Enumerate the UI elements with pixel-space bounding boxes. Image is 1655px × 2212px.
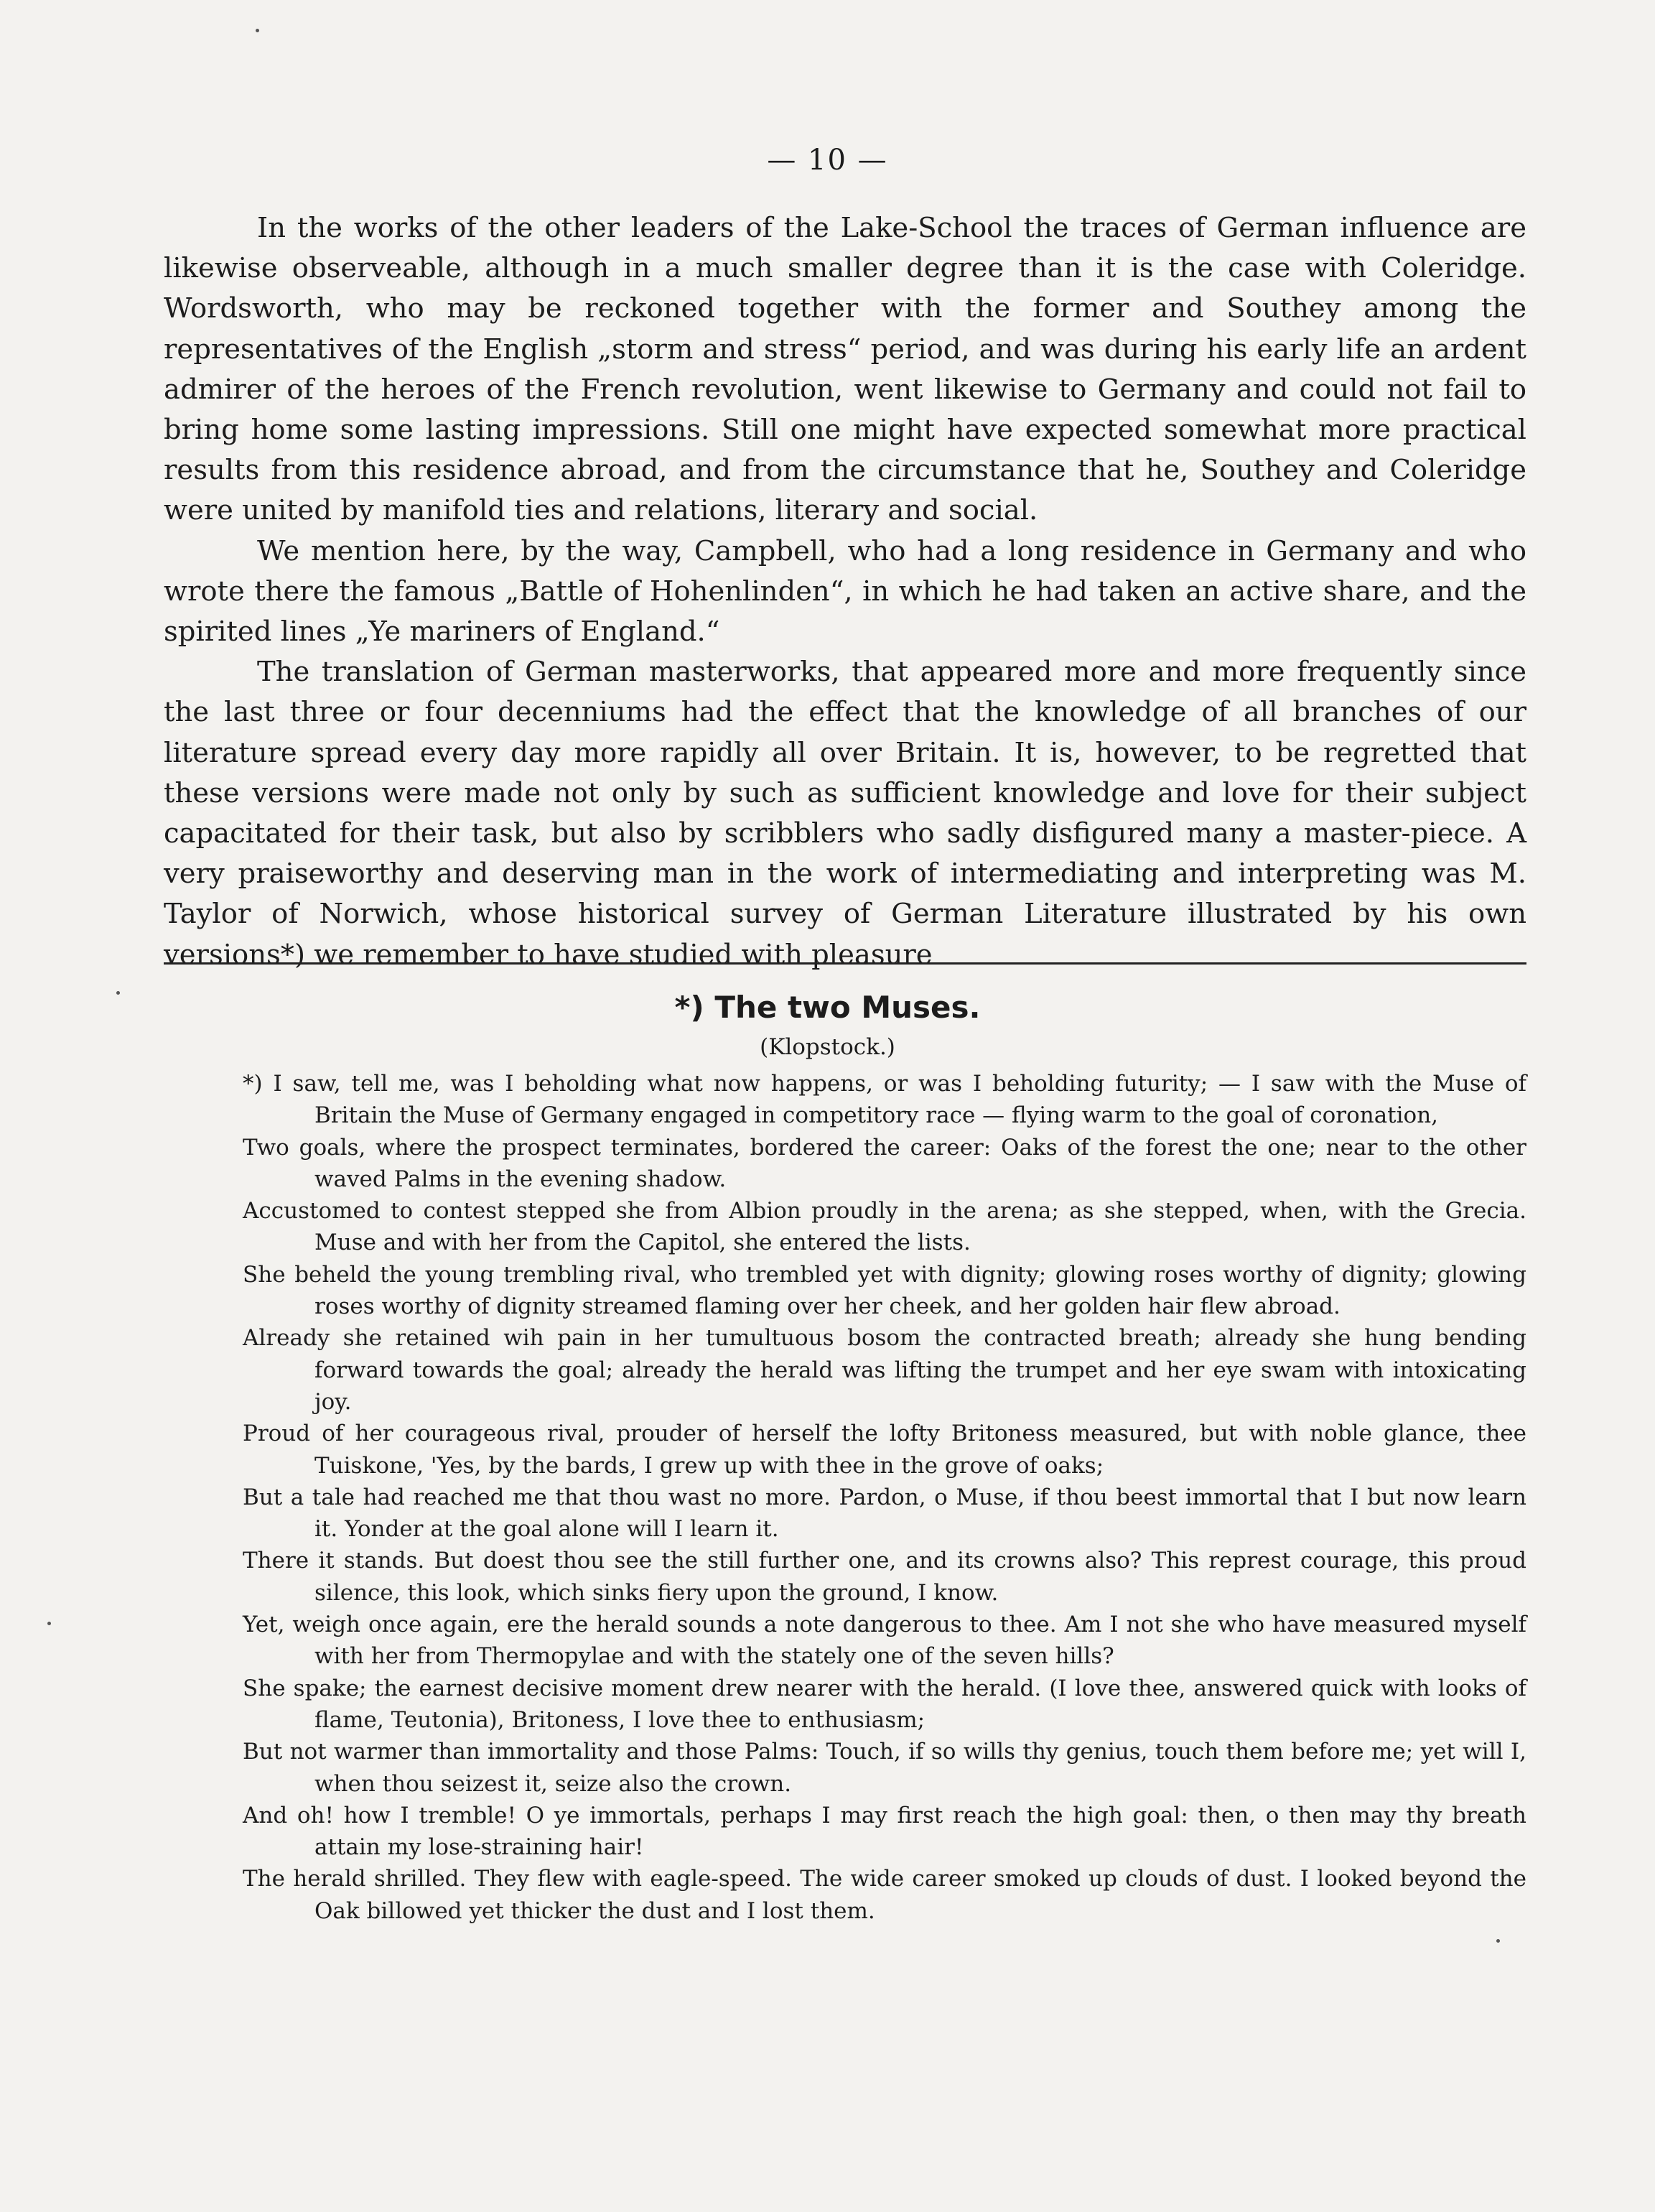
poem-stanza: There it stands. But doest thou see the still further one, and its crowns also? This represt courage, this proud silence, this look, which sinks fiery upon the ground, I know. [243,1548,1526,1606]
poem-stanza: She beheld the young trembling rival, who trembled yet with dignity; glowing roses worthy of dignity; glowing roses worthy of dignity streamed flaming over her cheek, and her golden hair flew abroad. [243,1261,1526,1320]
poem-stanza: But not warmer than immortality and those Palms: Touch, if so wills thy genius, touch them before me; yet will I, when thou seizest it, seize also the crown. [243,1739,1526,1797]
paper-speck [256,29,259,32]
poem-stanza: Proud of her courageous rival, prouder of herself the lofty Britoness measured, but with noble glance, thee Tuiskone, 'Yes, by the bards, I grew up with thee in the grove of oaks; [243,1421,1526,1479]
paragraph: In the works of the other leaders of the Lake-School the traces of German influence are likewise observeable, although in a much smaller degree than it is the case with Coleridge. Wordsworth, who may be reckoned together with the former and Southey among the representatives of the English „storm and stress“ period, and was during his early life an ardent admirer of the heroes of the French revolution, went likewise to Germany and could not fail to bring home some lasting impressions. Still one might have expected somewhat more practical results from this residence abroad, and from the circumstance that he, Southey and Coleridge were united by manifold ties and relations, literary and social. [164,212,1526,527]
footnote-poem [243,1068,1526,1927]
poem-stanza: *) I saw, tell me, was I beholding what now happens, or was I beholding futurity; — I saw with the Muse of Britain the Muse of Germany engaged in competitory race — flying warm to the goal of coronation, [243,1071,1526,1129]
paper-speck [1496,1939,1500,1943]
poem-stanza: Two goals, where the prospect terminates, bordered the career: Oaks of the forest the one; near to the other waved Palms in the evening shadow. [243,1134,1526,1192]
poem-stanza: Accustomed to contest stepped she from Albion proudly in the arena; as she stepped, when, with the Grecia. Muse and with her from the Capitol, she entered the lists. [243,1198,1526,1256]
paper-speck [47,1622,51,1625]
footnote-subtitle: (Klopstock.) [760,1034,895,1060]
poem-stanza: But a tale had reached me that thou wast no more. Pardon, o Muse, if thou beest immortal that I but now learn it. Yonder at the goal alone will I learn it. [243,1484,1526,1543]
body-text [164,208,1526,975]
footnote-divider [164,962,1526,965]
poem-stanza: Yet, weigh once again, ere the herald sounds a note dangerous to thee. Am I not she who have measured myself with her from Thermopylae and with the stately one of the seven hills? [243,1612,1526,1670]
paragraph: The translation of German masterworks, that appeared more and more frequently since the last three or four decenniums had the effect that the knowledge of all branches of our literature spread every day more rapidly all over Britain. It is, however, to be regretted that these versions were made not only by such as sufficient knowledge and love for their subject capacitated for their task, but also by scribblers who sadly disfigured many a master-piece. A very praiseworthy and deserving man in the work of intermediating and interpreting was M. Taylor of Norwich, whose historical survey of German Literature illustrated by his own versions*) we remember to have studied with pleasure [164,656,1526,971]
poem-stanza: And oh! how I tremble! O ye immortals, perhaps I may first reach the high goal: then, o then may thy breath attain my lose-straining hair! [243,1802,1526,1861]
page-number: — 10 — [767,144,888,177]
paragraph: We mention here, by the way, Campbell, who had a long residence in Germany and who wrote there the famous „Battle of Hohenlinden“, in which he had taken an active share, and the spirited lines „Ye mariners of England.“ [164,534,1526,649]
poem-stanza: The herald shrilled. They flew with eagle-speed. The wide career smoked up clouds of dust. I looked beyond the Oak billowed yet thicker the dust and I lost them. [243,1866,1526,1924]
footnote-title: *) The two Muses. [674,990,981,1025]
poem-stanza: She spake; the earnest decisive moment drew nearer with the herald. (I love thee, answered quick with looks of flame, Teutonia), Britoness, I love thee to enthusiasm; [243,1675,1526,1733]
poem-stanza: Already she retained wih pain in her tumultuous bosom the contracted breath; already she hung bending forward towards the goal; already the herald was lifting the trumpet and her eye swam with intoxicating joy. [243,1325,1526,1415]
